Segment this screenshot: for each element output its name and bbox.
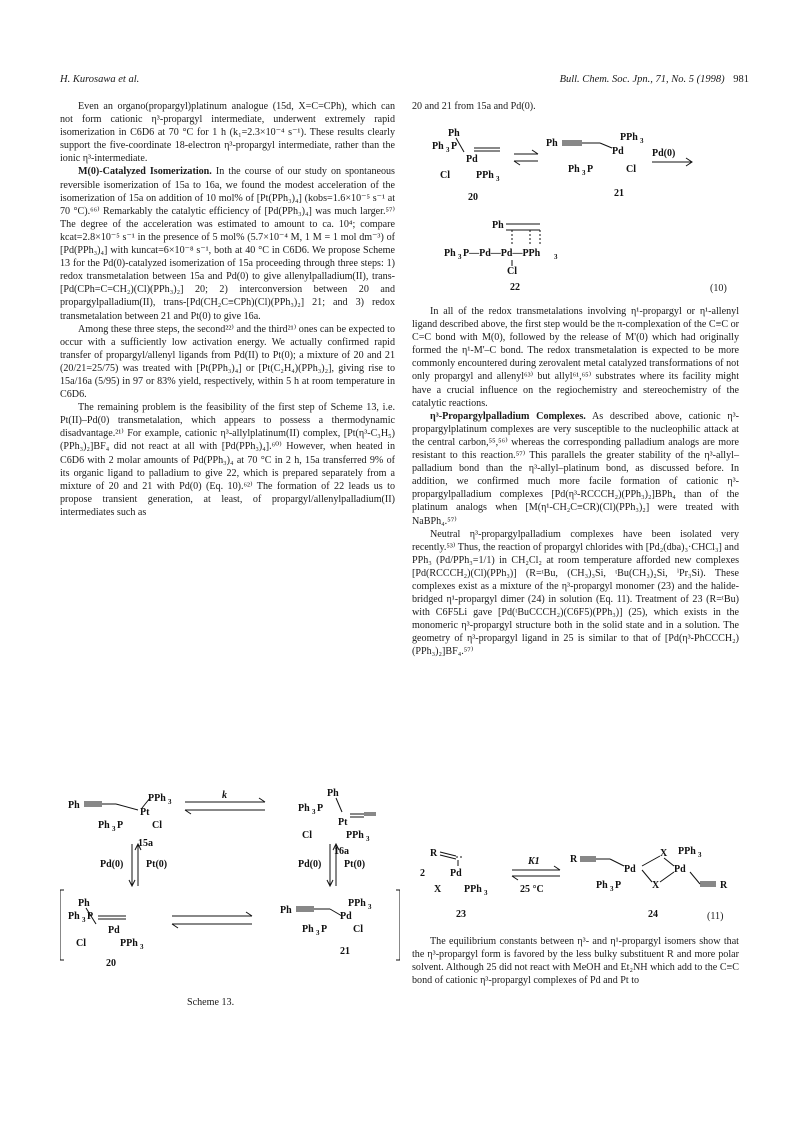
rate-constant-k: k <box>222 790 227 801</box>
svg-text:PPh: PPh <box>346 830 364 841</box>
equation-number-11: (11) <box>707 911 724 922</box>
svg-text:Ph: Ph <box>98 820 110 831</box>
svg-text:3: 3 <box>82 916 86 924</box>
svg-text:3: 3 <box>368 903 372 911</box>
svg-text:R: R <box>720 880 728 891</box>
section-heading: η³-Propargylpalladium Complexes. <box>430 410 586 422</box>
compound-label-21: 21 <box>614 188 624 199</box>
svg-text:Ph: Ph <box>327 788 339 799</box>
paragraph: Even an organo(propargyl)platinum analogue (15d, X=C=CPh), which can not form cationic η³-propargyl intermediate, underwent extremely rapid isomerization in C6D6 at 70 °C for 1 h (k₁=2.3×10⁻⁴ s⁻¹). These results clearly support the five-coordinate 18-electron η³-propargyl intermediate, rather than the ionic η³-intermediate. <box>60 101 395 165</box>
svg-text:PPh: PPh <box>120 938 138 949</box>
svg-text:Pd(0): Pd(0) <box>100 859 124 870</box>
svg-text:P: P <box>615 880 622 891</box>
svg-text:3: 3 <box>140 943 144 951</box>
svg-text:Pd: Pd <box>624 864 636 875</box>
svg-text:Ph: Ph <box>596 880 608 891</box>
svg-text:3: 3 <box>484 889 488 897</box>
paragraph-section <box>412 410 739 528</box>
svg-text:3: 3 <box>496 175 500 183</box>
svg-text:Cl: Cl <box>440 170 450 181</box>
svg-text:3: 3 <box>640 137 644 145</box>
svg-text:3: 3 <box>312 808 316 816</box>
compound-label-24: 24 <box>648 909 658 920</box>
paragraph: In all of the redox transmetalations involving η¹-propargyl or η¹-allenyl ligand described above, the first step would be the π-complexation of the C≡C or C=C bond with M(0), followed by the release of M'(0) which had originally formed the η¹-M'–C bond. The redox transmetalation is expected to be more commonly encountered during zerovalent metal catalyzed transformations of not only propargyl and allenyl⁶³⁾ but allyl⁶¹,⁶⁵⁾ substrates where its facility might have a crucial influence on the regiochemistry and stereochemistry of the catalytic reactions. <box>412 306 739 409</box>
paragraph-section <box>60 165 395 322</box>
paragraph-text: In the course of our study on spontaneous reversible isomerization of 15a to 16a, we found the modest acceleration of the isomerization of 15a on addition of 10 mol% of [Pt(PPh₃)₄] (kobs=1.6×10⁻⁵ s⁻¹ at 70 °C).⁶⁶⁾ Remarkably the catalytic efficiency of [Pd(PPh₃)₄] was much larger.⁵⁷⁾ The degree of the acceleration was estimated to amount to ca. 10⁴; compare kcat=2.8×10⁻⁵ s⁻¹ in the presence of 5 mol% (5.7×10⁻⁴ M, 1 M = 1 mol dm⁻³) of [Pd(PPh₃)₄] with kuncat=6×10⁻⁸ s⁻¹, both at 40 °C in C6D6. We propose Scheme 13 for the Pd(0)-catalyzed isomerization of 15a proceeding through three steps: 1) redox transmetalation between 15a and Pd(0) to give allenylpalladium(II), trans-[Pd(CPh=C=CH₂)(Cl)(PPh₃)₂] 20; 2) interconversion between 20 and propargylpalladium(II), trans-[Pd(CH₂C≡CPh)(Cl)(PPh₃)₂] 21; and 3) redox transmetalation between 21 and Pt(0) to give 16a. <box>60 166 395 322</box>
svg-text:R: R <box>570 854 578 865</box>
paragraph: Among these three steps, the second²²⁾ and the third²¹⁾ ones can be expected to occur with a sufficiently low activation energy. We actually confirmed rapid transfer of propargyl/allenyl ligands from Pd(II) to Pt(0); a mixture of 20 and 21 (20/21=25/75) was treated with [Pt(PPh₃)₄] or [Pt(C₂H₄)(PPh₃)₂], giving rise to 15a/16a (5/95) in 97 or 83% yield, respectively, within 5 h at room temperature in C6D6. <box>60 323 395 401</box>
svg-text:Cl: Cl <box>302 830 312 841</box>
paragraph-text: As described above, cationic η³-propargylplatinum complexes are very susceptible to the nucleophilic attack at the central carbon,⁵⁵,⁵⁶⁾ whereas the corresponding palladium analogs are more resistant to this reaction.⁵⁷⁾ This parallels the greater stability of the η³-allyl–palladium bond than the η³-allyl–platinum bond, as discussed before. In addition, we confirmed much more facile formation of cationic η³-propargylpalladium complexes [Pd(η³-RCCCH₂)(PPh₃)₂]BPh₄ than of the platinum analogs when [M(η¹-CH₂C≡CR)(Cl)(PPh₃)₂] were treated with NaBPh₄.⁵⁷⁾ <box>412 410 739 527</box>
svg-text:Pt(0): Pt(0) <box>146 859 168 870</box>
paragraph: 20 and 21 from 15a and Pd(0). <box>412 101 536 112</box>
svg-text:Pd: Pd <box>108 925 120 936</box>
svg-text:3: 3 <box>366 835 370 843</box>
svg-text:P: P <box>451 141 458 152</box>
svg-text:PPh: PPh <box>476 170 494 181</box>
running-header-journal <box>560 74 749 85</box>
svg-text:P: P <box>321 924 328 935</box>
scheme-13-diagram <box>60 782 400 1012</box>
svg-text:Pd: Pd <box>612 146 624 157</box>
svg-text:X: X <box>434 884 442 895</box>
svg-text:Pt: Pt <box>140 807 150 818</box>
section-heading: M(0)-Catalyzed Isomerization. <box>78 166 212 178</box>
svg-text:3: 3 <box>698 851 702 859</box>
paragraph: The equilibrium constants between η³- and η¹-propargyl isomers show that the η³-propargyl form is favored by the less bulky substituent R and more polar solvent. Although 25 did not react with MeOH and Et₂NH which add to the C≡C bond of cationic η³-propargyl complexes of Pd and Pt to <box>412 936 739 987</box>
svg-text:Ph: Ph <box>280 905 292 916</box>
svg-text:PPh: PPh <box>678 846 696 857</box>
right-column <box>412 305 739 659</box>
svg-text:Cl: Cl <box>353 924 363 935</box>
equation-10-diagram <box>430 124 730 294</box>
compound-label-21: 21 <box>340 946 350 957</box>
svg-text:Pd(0): Pd(0) <box>298 859 322 870</box>
svg-text:X: X <box>660 848 668 859</box>
svg-text:R: R <box>430 848 438 859</box>
svg-text:Cl: Cl <box>626 164 636 175</box>
svg-text:Ph: Ph <box>492 220 504 231</box>
svg-text:Pt(0): Pt(0) <box>344 859 366 870</box>
equation-11-diagram <box>420 842 730 922</box>
svg-text:Pd: Pd <box>466 154 478 165</box>
paragraph: Neutral η³-propargylpalladium complexes have been isolated very recently.⁵³⁾ Thus, the reaction of propargyl chlorides with [Pd₂(dba)₃·CHCl₃] and PPh₃ (Pd/PPh₃=1/1) in CH₂Cl₂ at room temperature afforded new complexes [Pd(RCCCH₂)(Cl)(PPh₃)] (R=ᵗBu, (CH₃)₃Si, ᵗBu(CH₃)₂Si, ⁱPr₃Si). These complexes exist as a mixture of the η³-propargyl monomer (23) and the halide-bridged η¹-propargyl dimer (24) in solution (Eq. 11). Treatment of 23 (R=ᵗBu) with C6F5Li gave [Pd(ᵗBuCCCH₂)(C6F5)(PPh₃)] (25), which exists in the monomeric η³-propargyl structure both in the solid state and in a solution. The geometry of η³-propargyl ligand in 25 is similar to that of [Pd(η³-PhCCCH₂)(PPh₃)₂]BF₄.⁵⁷⁾ <box>412 528 739 658</box>
svg-text:Cl: Cl <box>507 266 517 277</box>
right-column-top-line <box>412 100 739 113</box>
journal-citation: Bull. Chem. Soc. Jpn., 71, No. 5 (1998) <box>559 74 725 85</box>
svg-text:Cl: Cl <box>76 938 86 949</box>
compound-label-15a: 15a <box>138 838 153 849</box>
svg-text:Ph: Ph <box>298 803 310 814</box>
svg-text:Ph: Ph <box>68 800 80 811</box>
svg-text:3: 3 <box>446 146 450 154</box>
compound-label-16a: 16a <box>334 846 349 857</box>
svg-text:Ph: Ph <box>68 911 80 922</box>
svg-text:PPh: PPh <box>620 132 638 143</box>
scheme-13-caption: Scheme 13. <box>187 997 235 1008</box>
svg-text:Pd: Pd <box>340 911 352 922</box>
svg-text:Pd: Pd <box>450 868 462 879</box>
svg-text:3: 3 <box>610 885 614 893</box>
svg-text:P: P <box>587 164 594 175</box>
compound-label-20: 20 <box>468 192 478 203</box>
svg-text:3: 3 <box>168 798 172 806</box>
svg-text:P: P <box>117 820 124 831</box>
equilibrium-constant: K1 <box>528 856 540 867</box>
svg-text:PPh: PPh <box>464 884 482 895</box>
svg-text:3: 3 <box>458 253 462 261</box>
svg-text:3: 3 <box>316 929 320 937</box>
svg-text:3: 3 <box>554 253 558 261</box>
svg-text:X: X <box>652 880 660 891</box>
svg-text:P: P <box>317 803 324 814</box>
svg-text:Ph: Ph <box>78 898 90 909</box>
svg-text:Ph: Ph <box>448 128 460 139</box>
svg-text:3: 3 <box>582 169 586 177</box>
svg-text:Cl: Cl <box>152 820 162 831</box>
stoichiometric-coefficient: 2 <box>420 868 425 879</box>
svg-text:Ph: Ph <box>444 248 456 259</box>
svg-text:3: 3 <box>112 825 116 833</box>
compound-label-23: 23 <box>456 909 466 920</box>
equation-number-10: (10) <box>710 283 727 294</box>
svg-text:Ph: Ph <box>432 141 444 152</box>
paragraph: The remaining problem is the feasibility of the first step of Scheme 13, i.e. Pt(II)–Pd(0) transmetalation, which appears to possess a thermodynamic disadvantage.²¹⁾ For example, cationic η³-allylplatinum(II) complex, [Pt(η³-C₃H₅)(PPh₃)₂]BF₄ did not react at all with [Pd(PPh₃)₄].⁶⁰⁾ However, when heated in C6D6 with 2 molar amounts of Pd(PPh₃)₄ at 70 °C in 2 h, 15a transferred 9% of its organic ligand to palladium to give 22, which is prepared separately from a mixture of 20 and 21 with Pd(0) (Eq. 10).⁶²⁾ The formation of 22 leads us to propose transient generation, at least, of propargyl/allenylpalladium(II) intermediates such as <box>60 402 395 518</box>
right-column-bottom <box>412 935 739 987</box>
svg-text:Ph: Ph <box>546 138 558 149</box>
reaction-temperature: 25 °C <box>520 884 544 895</box>
svg-text:PPh: PPh <box>148 793 166 804</box>
svg-text:PPh: PPh <box>348 898 366 909</box>
svg-text:Pt: Pt <box>338 817 348 828</box>
svg-text:P: P <box>87 911 94 922</box>
svg-text:Ph: Ph <box>568 164 580 175</box>
svg-text:P—Pd—Pd—PPh: P—Pd—Pd—PPh <box>463 248 541 259</box>
running-header-authors: H. Kurosawa et al. <box>60 74 140 85</box>
reagent-pd0: Pd(0) <box>652 148 676 159</box>
left-column <box>60 100 395 519</box>
svg-text:Ph: Ph <box>302 924 314 935</box>
compound-label-22: 22 <box>510 282 520 293</box>
svg-text:Pd: Pd <box>674 864 686 875</box>
compound-label-20: 20 <box>106 958 116 969</box>
page-number: 981 <box>733 74 749 85</box>
